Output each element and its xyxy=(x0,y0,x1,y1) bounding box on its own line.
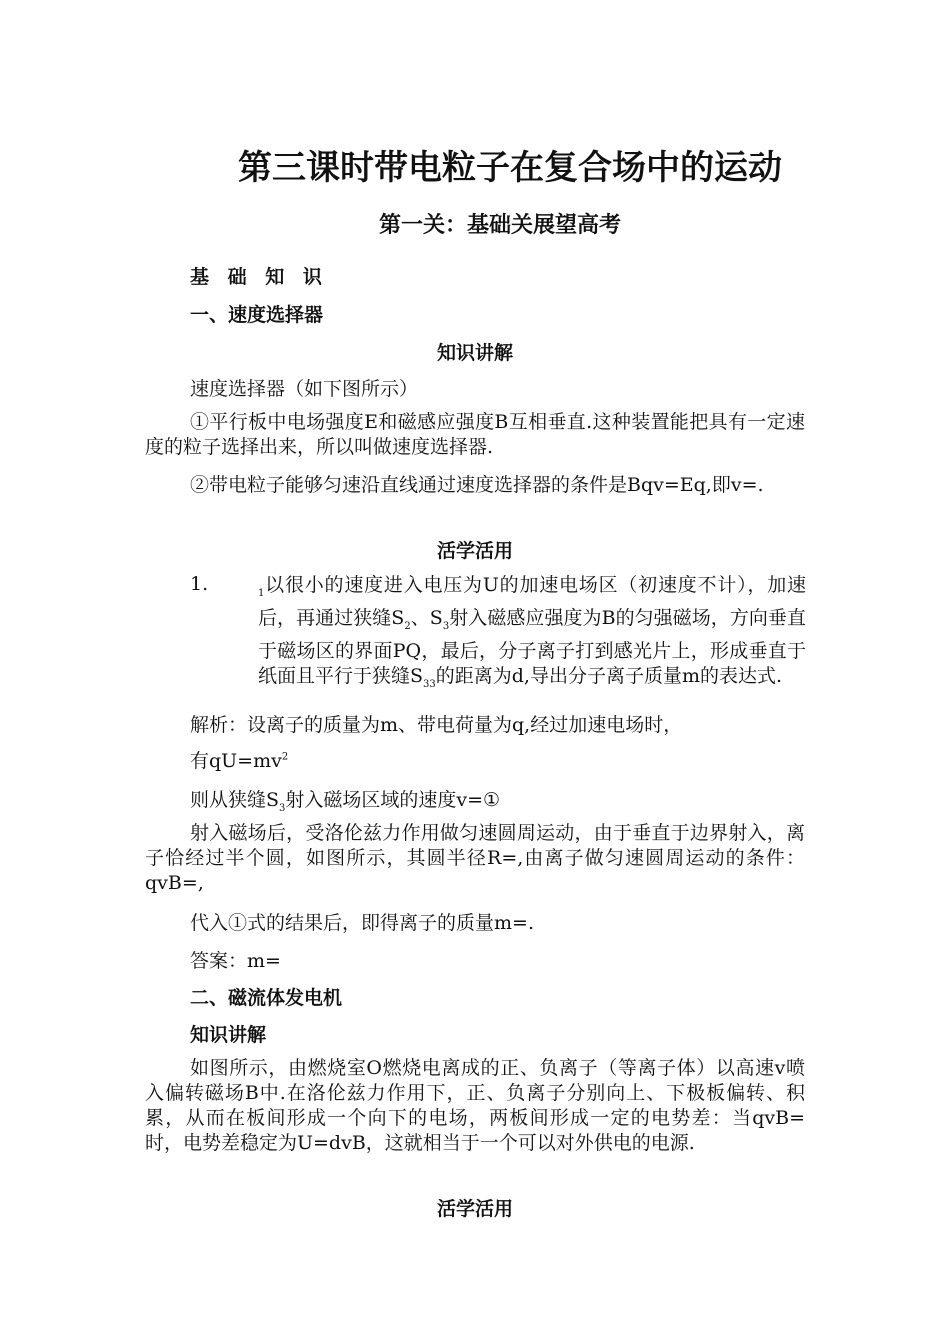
solution-line1: 解析：设离子的质量为m、带电荷量为q,经过加速电场时， xyxy=(190,714,683,736)
section2-paragraph: 如图所示，由燃烧室O燃烧电离成的正、负离子（等离子体）以高速v喷入偏转磁场B中.在洛伦兹力作用下，正、负离子分别向上、下极板偏转、积累，从而在板间形成一个向下的电场，两板间形成一定的电势差：当qvB=时，电势差稳定为U=dvB，这就相当于一个可以对外供电的电源. xyxy=(145,1057,805,1154)
section1-intro: 速度选择器（如下图所示） xyxy=(190,378,419,400)
section1-heading: 一、速度选择器 xyxy=(190,304,324,326)
solution-line3: 则从狭缝$S_3$射入磁场区域的速度v=① xyxy=(190,789,501,814)
solution-line2: 有$qU=mv^2$ xyxy=(190,750,289,772)
basics-heading: 基 础 知 识 xyxy=(190,266,328,288)
section2-practice-heading: 活学活用 xyxy=(436,1198,513,1220)
section2-heading: 二、磁流体发电机 xyxy=(190,987,343,1009)
section1-point1: ①平行板中电场强度E和磁感应强度B互相垂直.这种装置能把具有一定速度的粒子选择出来，所以叫做速度选择器. xyxy=(145,411,805,458)
section1-knowledge-heading: 知识讲解 xyxy=(436,342,513,364)
section1-practice-heading: 活学活用 xyxy=(436,540,513,562)
problem-text: $_1$以很小的速度进入电压为U的加速电场区（初速度不计），加速后，再通过狭缝$S_2$、$S_3$射入磁感应强度为B的匀强磁场，方向垂直于磁场区的界面PQ，最后，分子离子打到感光片上，形成垂直于纸面且平行于狭缝$S_{33}$的距离为d,导出分子离子质量m的表达式. xyxy=(258,574,806,690)
solution-line4: 代入①式的结果后，即得离子的质量m=. xyxy=(190,912,534,934)
solution-paragraph: 射入磁场后，受洛伦兹力作用做匀速圆周运动，由于垂直于边界射入，离子恰经过半个圆，如图所示，其圆半径R=,由离子做匀速圆周运动的条件：qvB=, xyxy=(145,822,805,894)
page-title: 第三课时带电粒子在复合场中的运动 xyxy=(238,148,782,188)
section1-point2: ②带电粒子能够匀速沿直线通过速度选择器的条件是Bqv=Eq,即v=. xyxy=(190,474,764,496)
solution-answer: 答案：m= xyxy=(190,950,281,972)
page-subtitle: 第一关：基础关展望高考 xyxy=(378,213,621,238)
section2-knowledge-heading: 知识讲解 xyxy=(190,1024,267,1046)
problem-mark: 1 xyxy=(258,587,265,599)
problem-number: 1. xyxy=(190,573,209,595)
